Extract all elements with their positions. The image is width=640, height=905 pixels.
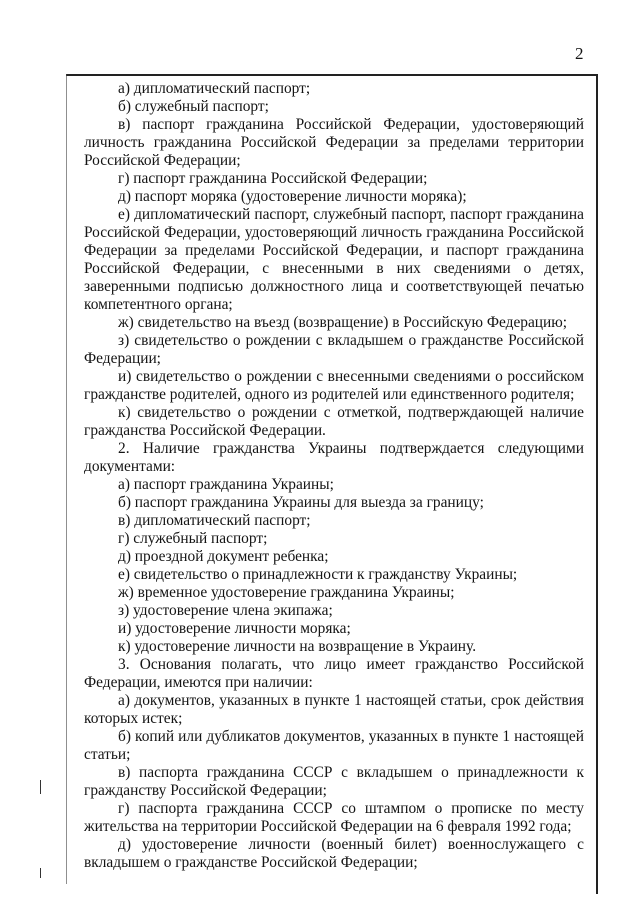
paragraph-list-item: и) свидетельство о рождении с внесенными сведениями о российском гражданстве родителей, одного из родителей или единственного родителя; [84,368,584,403]
paragraph-list-item: в) паспорт гражданина Российской Федерации, удостоверяющий личность гражданина Российской Федерации за пределами территории Российской Федерации; [84,116,584,169]
margin-mark [40,780,41,794]
frame-top-border [66,74,596,76]
paragraph-list-item: к) удостоверение личности на возвращение в Украину. [118,638,477,655]
paragraph-list-item: б) паспорт гражданина Украины для выезда за границу; [118,494,484,511]
paragraph-list-item: а) дипломатический паспорт; [118,80,311,97]
paragraph-list-item: а) паспорт гражданина Украины; [118,476,334,493]
paragraph-list-item: в) паспорта гражданина СССР с вкладышем о принадлежности к гражданству Российской Федерации; [84,764,584,799]
paragraph-list-item: ж) свидетельство на въезд (возвращение) в Российскую Федерацию; [118,314,568,331]
paragraph-list-item: д) паспорт моряка (удостоверение личности моряка); [118,188,467,205]
paragraph-list-item: е) свидетельство о принадлежности к гражданству Украины; [118,566,518,583]
paragraph-list-item: е) дипломатический паспорт, служебный паспорт, паспорт гражданина Российской Федерации, удостоверяющий личность гражданина Российской Федерации за пределами Российской Федерации, и паспорт гражданина Российской Федерации, с внесенными в них сведениями о детях, заверенными подписью должностного лица и соответствующей печатью компетентного органа; [84,206,584,313]
document-body [84,80,584,872]
paragraph-list-item: и) удостоверение личности моряка; [118,620,351,637]
margin-mark [40,868,41,878]
paragraph-list-item: б) служебный паспорт; [118,98,269,115]
paragraph-list-item: г) паспорта гражданина СССР со штампом о прописке по месту жительства на территории Российской Федерации на 6 февраля 1992 года; [84,800,584,835]
page-number: 2 [575,44,584,63]
paragraph-list-item: ж) временное удостоверение гражданина Украины; [118,584,455,601]
paragraph-list-item: г) паспорт гражданина Российской Федерации; [118,170,428,187]
paragraph-list-item: к) свидетельство о рождении с отметкой, подтверждающей наличие гражданства Российской Федерации. [84,404,584,439]
paragraph-list-item: а) документов, указанных в пункте 1 настоящей статьи, срок действия которых истек; [84,692,584,727]
paragraph-list-item: в) дипломатический паспорт; [118,512,311,529]
paragraph-list-item: з) свидетельство о рождении с вкладышем о гражданстве Российской Федерации; [84,332,584,367]
paragraph-list-item: д) удостоверение личности (военный билет) военнослужащего с вкладышем о гражданстве Российской Федерации; [84,836,584,871]
paragraph-list-item: г) служебный паспорт; [118,530,268,547]
paragraph-list-item: б) копий или дубликатов документов, указанных в пункте 1 настоящей статьи; [84,728,584,763]
frame-left-border [66,74,67,884]
paragraph-section: 3. Основания полагать, что лицо имеет гражданство Российской Федерации, имеются при наличии: [84,656,584,691]
paragraph-list-item: д) проездной документ ребенка; [118,548,329,565]
paragraph-list-item: з) удостоверение члена экипажа; [118,602,333,619]
paragraph-section: 2. Наличие гражданства Украины подтверждается следующими документами: [84,440,584,475]
frame-right-border [596,74,598,894]
